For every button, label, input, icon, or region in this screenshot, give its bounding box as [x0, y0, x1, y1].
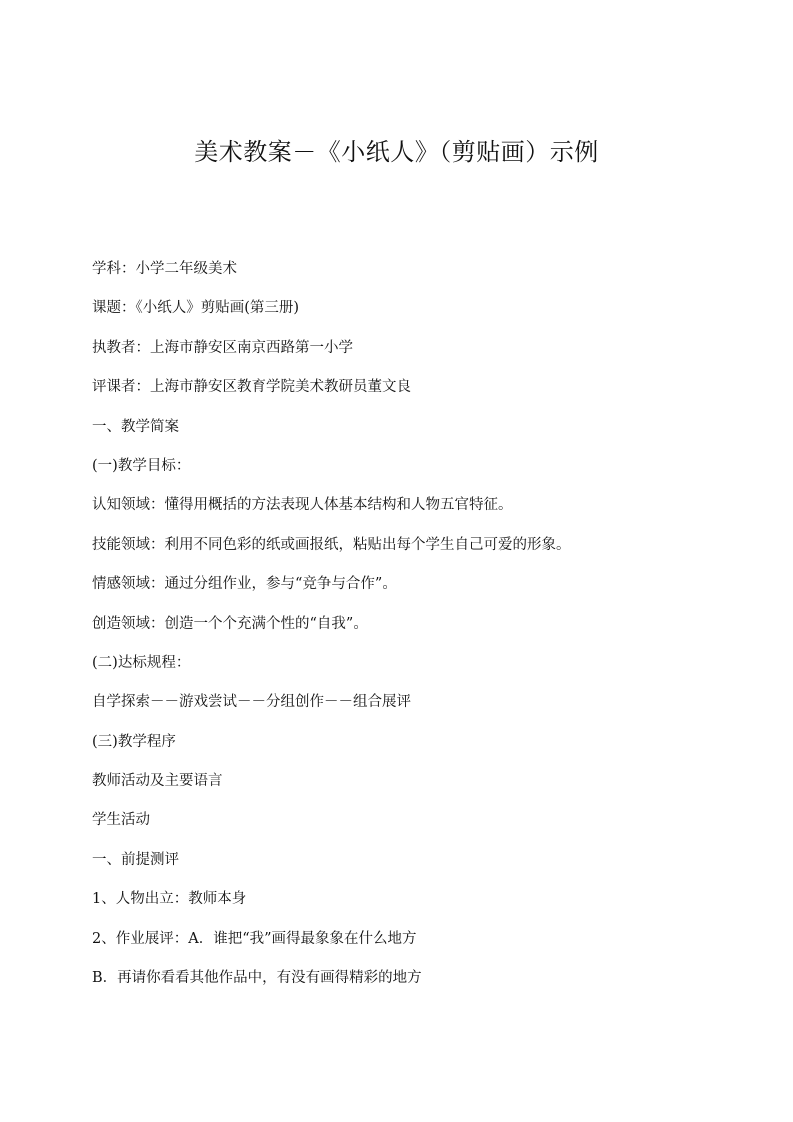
teacher-activity-heading: 教师活动及主要语言 — [92, 773, 223, 790]
student-activity-heading: 学生活动 — [92, 812, 150, 829]
process-steps: 自学探索－－游戏尝试－－分组创作－－组合展评 — [92, 694, 411, 711]
teacher-line: 执教者：上海市静安区南京西路第一小学 — [92, 339, 353, 356]
objective-skill: 技能领域：利用不同色彩的纸或画报纸，粘贴出每个学生自己可爱的形象。 — [92, 536, 571, 553]
list-item: 2、作业展评：A．谁把“我”画得最象象在什么地方 — [92, 930, 417, 947]
section-heading: 一、教学简案 — [92, 418, 179, 435]
subject-line: 学科：小学二年级美术 — [92, 261, 237, 277]
objective-cognitive: 认知领域：懂得用概括的方法表现人体基本结构和人物五官特征。 — [92, 497, 513, 514]
objective-creative: 创造领域：创造一个个充满个性的“自我”。 — [92, 615, 368, 632]
list-item: B．再请你看看其他作品中，有没有画得精彩的地方 — [92, 970, 422, 987]
objective-emotional: 情感领域：通过分组作业，参与“竞争与合作”。 — [92, 576, 397, 593]
document-title: 美术教案－《小纸人》（剪贴画）示例 — [194, 138, 599, 166]
reviewer-line: 评课者：上海市静安区教育学院美术教研员董文良 — [92, 379, 411, 396]
topic-line: 课题：《小纸人》剪贴画(第三册) — [92, 300, 300, 317]
subsection-heading: (二)达标规程： — [92, 654, 191, 671]
list-item: 1、人物出立：教师本身 — [92, 891, 247, 908]
subsection-heading: (三)教学程序 — [92, 733, 176, 750]
subsection-heading: (一)教学目标： — [92, 457, 191, 474]
document-body — [92, 259, 732, 1007]
section-heading: 一、前提测评 — [92, 851, 179, 868]
